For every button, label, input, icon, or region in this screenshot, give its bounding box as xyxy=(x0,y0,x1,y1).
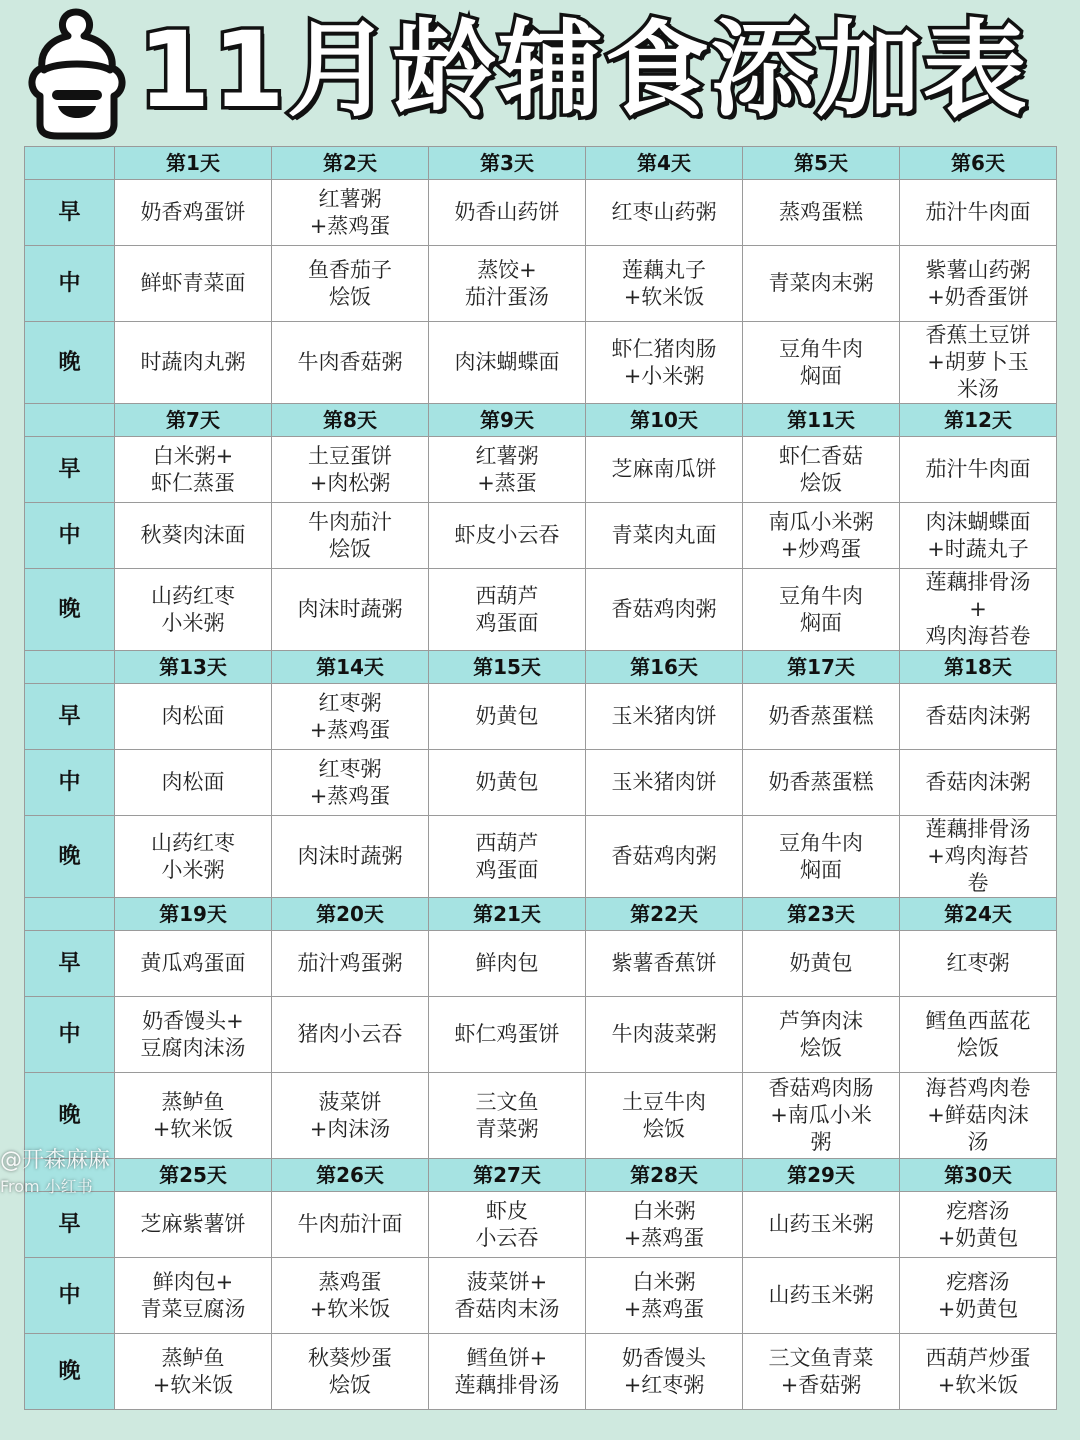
watermark-source: From 小红书 xyxy=(0,1177,93,1196)
day-label: 第3天 xyxy=(429,147,586,180)
meal-cell: 菠菜饼 +肉沫汤 xyxy=(272,1073,429,1159)
meal-cell: 牛肉茄汁 烩饭 xyxy=(272,503,429,569)
meal-label: 中 xyxy=(25,750,115,816)
meal-cell: 虾仁猪肉肠 +小米粥 xyxy=(586,322,743,404)
meal-cell: 山药玉米粥 xyxy=(743,1258,900,1334)
meal-cell: 土豆蛋饼 +肉松粥 xyxy=(272,437,429,503)
meal-cell: 虾皮小云吞 xyxy=(429,503,586,569)
day-label: 第2天 xyxy=(272,147,429,180)
meal-cell: 红枣粥 xyxy=(900,931,1057,997)
day-label: 第9天 xyxy=(429,404,586,437)
meal-row xyxy=(25,437,1057,503)
meal-cell: 茄汁牛肉面 xyxy=(900,437,1057,503)
meal-cell: 紫薯香蕉饼 xyxy=(586,931,743,997)
meal-cell: 疙瘩汤 +奶黄包 xyxy=(900,1192,1057,1258)
meal-cell: 豆角牛肉 焖面 xyxy=(743,322,900,404)
meal-cell: 山药红枣 小米粥 xyxy=(115,569,272,651)
day-label: 第15天 xyxy=(429,651,586,684)
meal-cell: 鳕鱼饼+ 莲藕排骨汤 xyxy=(429,1334,586,1410)
meal-cell: 牛肉香菇粥 xyxy=(272,322,429,404)
meal-cell: 蒸鸡蛋糕 xyxy=(743,180,900,246)
meal-cell: 秋葵炒蛋 烩饭 xyxy=(272,1334,429,1410)
day-label: 第30天 xyxy=(900,1159,1057,1192)
meal-row xyxy=(25,750,1057,816)
day-label: 第27天 xyxy=(429,1159,586,1192)
meal-cell: 奶香馒头+ 豆腐肉沫汤 xyxy=(115,997,272,1073)
meal-cell: 牛肉茄汁面 xyxy=(272,1192,429,1258)
meal-cell: 奶香山药饼 xyxy=(429,180,586,246)
meal-cell: 豆角牛肉 焖面 xyxy=(743,569,900,651)
meal-cell: 黄瓜鸡蛋面 xyxy=(115,931,272,997)
meal-cell: 白米粥+ 虾仁蒸蛋 xyxy=(115,437,272,503)
meal-row xyxy=(25,180,1057,246)
meal-cell: 莲藕排骨汤 +鸡肉海苔 卷 xyxy=(900,816,1057,898)
meal-cell: 香菇肉沫粥 xyxy=(900,750,1057,816)
meal-cell: 芦笋肉沫 烩饭 xyxy=(743,997,900,1073)
day-label: 第5天 xyxy=(743,147,900,180)
day-header-row xyxy=(25,1159,1057,1192)
day-label: 第10天 xyxy=(586,404,743,437)
meal-row xyxy=(25,1258,1057,1334)
meal-row xyxy=(25,997,1057,1073)
meal-label: 中 xyxy=(25,503,115,569)
day-label: 第7天 xyxy=(115,404,272,437)
day-header-row xyxy=(25,898,1057,931)
baby-mascot-icon xyxy=(22,6,130,140)
meal-label: 中 xyxy=(25,997,115,1073)
meal-cell: 豆角牛肉 焖面 xyxy=(743,816,900,898)
meal-row xyxy=(25,503,1057,569)
meal-label: 中 xyxy=(25,246,115,322)
meal-cell: 肉沫时蔬粥 xyxy=(272,816,429,898)
meal-cell: 奶黄包 xyxy=(429,750,586,816)
day-header-row xyxy=(25,147,1057,180)
day-label: 第13天 xyxy=(115,651,272,684)
meal-cell: 红枣粥 +蒸鸡蛋 xyxy=(272,750,429,816)
day-label: 第19天 xyxy=(115,898,272,931)
day-label: 第4天 xyxy=(586,147,743,180)
meal-cell: 三文鱼青菜 +香菇粥 xyxy=(743,1334,900,1410)
watermark xyxy=(0,1146,110,1198)
meal-row xyxy=(25,1192,1057,1258)
meal-cell: 肉沫时蔬粥 xyxy=(272,569,429,651)
meal-cell: 肉沫蝴蝶面 +时蔬丸子 xyxy=(900,503,1057,569)
meal-cell: 秋葵肉沫面 xyxy=(115,503,272,569)
day-label: 第24天 xyxy=(900,898,1057,931)
meal-cell: 蒸鲈鱼 +软米饭 xyxy=(115,1073,272,1159)
meal-label: 早 xyxy=(25,931,115,997)
meal-cell: 肉松面 xyxy=(115,684,272,750)
day-label: 第8天 xyxy=(272,404,429,437)
meal-cell: 山药红枣 小米粥 xyxy=(115,816,272,898)
meal-cell: 红薯粥 +蒸蛋 xyxy=(429,437,586,503)
meal-cell: 鱼香茄子 烩饭 xyxy=(272,246,429,322)
meal-cell: 蒸饺+ 茄汁蛋汤 xyxy=(429,246,586,322)
meal-label: 晚 xyxy=(25,322,115,404)
meal-cell: 茄汁牛肉面 xyxy=(900,180,1057,246)
day-label: 第29天 xyxy=(743,1159,900,1192)
page-title: 11月龄辅食添加表 xyxy=(138,9,1029,131)
day-label: 第22天 xyxy=(586,898,743,931)
meal-cell: 海苔鸡肉卷 +鲜菇肉沫 汤 xyxy=(900,1073,1057,1159)
meal-row xyxy=(25,816,1057,898)
meal-cell: 蒸鸡蛋 +软米饭 xyxy=(272,1258,429,1334)
day-label: 第16天 xyxy=(586,651,743,684)
day-label: 第6天 xyxy=(900,147,1057,180)
meal-cell: 鳕鱼西蓝花 烩饭 xyxy=(900,997,1057,1073)
meal-cell: 肉沫蝴蝶面 xyxy=(429,322,586,404)
day-label: 第1天 xyxy=(115,147,272,180)
meal-cell: 西葫芦炒蛋 +软米饭 xyxy=(900,1334,1057,1410)
meal-cell: 玉米猪肉饼 xyxy=(586,684,743,750)
meal-row xyxy=(25,1334,1057,1410)
day-label: 第26天 xyxy=(272,1159,429,1192)
meal-label: 晚 xyxy=(25,1073,115,1159)
meal-cell: 红薯粥 +蒸鸡蛋 xyxy=(272,180,429,246)
meal-cell: 香蕉土豆饼 +胡萝卜玉 米汤 xyxy=(900,322,1057,404)
day-header-row xyxy=(25,404,1057,437)
meal-row xyxy=(25,931,1057,997)
meal-cell: 白米粥 +蒸鸡蛋 xyxy=(586,1192,743,1258)
meal-row xyxy=(25,569,1057,651)
meal-label: 晚 xyxy=(25,569,115,651)
feeding-schedule xyxy=(24,146,1056,1410)
meal-cell: 奶香馒头 +红枣粥 xyxy=(586,1334,743,1410)
meal-label: 中 xyxy=(25,1258,115,1334)
header xyxy=(0,0,1080,145)
meal-cell: 香菇肉沫粥 xyxy=(900,684,1057,750)
meal-cell: 西葫芦 鸡蛋面 xyxy=(429,569,586,651)
corner-cell xyxy=(25,404,115,437)
meal-label: 早 xyxy=(25,1192,115,1258)
day-label: 第23天 xyxy=(743,898,900,931)
meal-cell: 青菜肉末粥 xyxy=(743,246,900,322)
meal-row xyxy=(25,1073,1057,1159)
meal-cell: 奶香鸡蛋饼 xyxy=(115,180,272,246)
day-label: 第28天 xyxy=(586,1159,743,1192)
meal-cell: 香菇鸡肉肠 +南瓜小米 粥 xyxy=(743,1073,900,1159)
day-label: 第25天 xyxy=(115,1159,272,1192)
meal-cell: 红枣山药粥 xyxy=(586,180,743,246)
meal-cell: 蒸鲈鱼 +软米饭 xyxy=(115,1334,272,1410)
meal-cell: 白米粥 +蒸鸡蛋 xyxy=(586,1258,743,1334)
corner-cell xyxy=(25,651,115,684)
meal-cell: 菠菜饼+ 香菇肉末汤 xyxy=(429,1258,586,1334)
meal-cell: 奶黄包 xyxy=(429,684,586,750)
meal-cell: 肉松面 xyxy=(115,750,272,816)
watermark-handle: @开森麻麻 xyxy=(0,1148,111,1173)
day-header-row xyxy=(25,651,1057,684)
meal-cell: 鲜肉包 xyxy=(429,931,586,997)
meal-cell: 芝麻南瓜饼 xyxy=(586,437,743,503)
meal-cell: 紫薯山药粥 +奶香蛋饼 xyxy=(900,246,1057,322)
meal-cell: 茄汁鸡蛋粥 xyxy=(272,931,429,997)
meal-cell: 西葫芦 鸡蛋面 xyxy=(429,816,586,898)
meal-row xyxy=(25,322,1057,404)
meal-row xyxy=(25,246,1057,322)
corner-cell xyxy=(25,898,115,931)
day-label: 第21天 xyxy=(429,898,586,931)
meal-cell: 奶黄包 xyxy=(743,931,900,997)
meal-cell: 莲藕排骨汤 + 鸡肉海苔卷 xyxy=(900,569,1057,651)
meal-cell: 奶香蒸蛋糕 xyxy=(743,684,900,750)
day-label: 第11天 xyxy=(743,404,900,437)
meal-row xyxy=(25,684,1057,750)
day-label: 第18天 xyxy=(900,651,1057,684)
meal-cell: 三文鱼 青菜粥 xyxy=(429,1073,586,1159)
meal-cell: 香菇鸡肉粥 xyxy=(586,816,743,898)
meal-cell: 南瓜小米粥 +炒鸡蛋 xyxy=(743,503,900,569)
meal-cell: 青菜肉丸面 xyxy=(586,503,743,569)
meal-cell: 猪肉小云吞 xyxy=(272,997,429,1073)
meal-label: 晚 xyxy=(25,1334,115,1410)
meal-cell: 鲜肉包+ 青菜豆腐汤 xyxy=(115,1258,272,1334)
meal-cell: 土豆牛肉 烩饭 xyxy=(586,1073,743,1159)
meal-cell: 莲藕丸子 +软米饭 xyxy=(586,246,743,322)
meal-cell: 时蔬肉丸粥 xyxy=(115,322,272,404)
meal-cell: 鲜虾青菜面 xyxy=(115,246,272,322)
meal-cell: 红枣粥 +蒸鸡蛋 xyxy=(272,684,429,750)
meal-cell: 奶香蒸蛋糕 xyxy=(743,750,900,816)
corner-cell xyxy=(25,147,115,180)
meal-cell: 芝麻紫薯饼 xyxy=(115,1192,272,1258)
meal-cell: 山药玉米粥 xyxy=(743,1192,900,1258)
meal-cell: 疙瘩汤 +奶黄包 xyxy=(900,1258,1057,1334)
day-label: 第12天 xyxy=(900,404,1057,437)
day-label: 第17天 xyxy=(743,651,900,684)
schedule-table xyxy=(24,146,1057,1410)
meal-cell: 香菇鸡肉粥 xyxy=(586,569,743,651)
day-label: 第20天 xyxy=(272,898,429,931)
meal-label: 早 xyxy=(25,437,115,503)
meal-label: 早 xyxy=(25,684,115,750)
meal-label: 晚 xyxy=(25,816,115,898)
day-label: 第14天 xyxy=(272,651,429,684)
meal-cell: 虾仁香菇 烩饭 xyxy=(743,437,900,503)
meal-cell: 虾皮 小云吞 xyxy=(429,1192,586,1258)
meal-cell: 玉米猪肉饼 xyxy=(586,750,743,816)
meal-cell: 虾仁鸡蛋饼 xyxy=(429,997,586,1073)
meal-label: 早 xyxy=(25,180,115,246)
meal-cell: 牛肉菠菜粥 xyxy=(586,997,743,1073)
